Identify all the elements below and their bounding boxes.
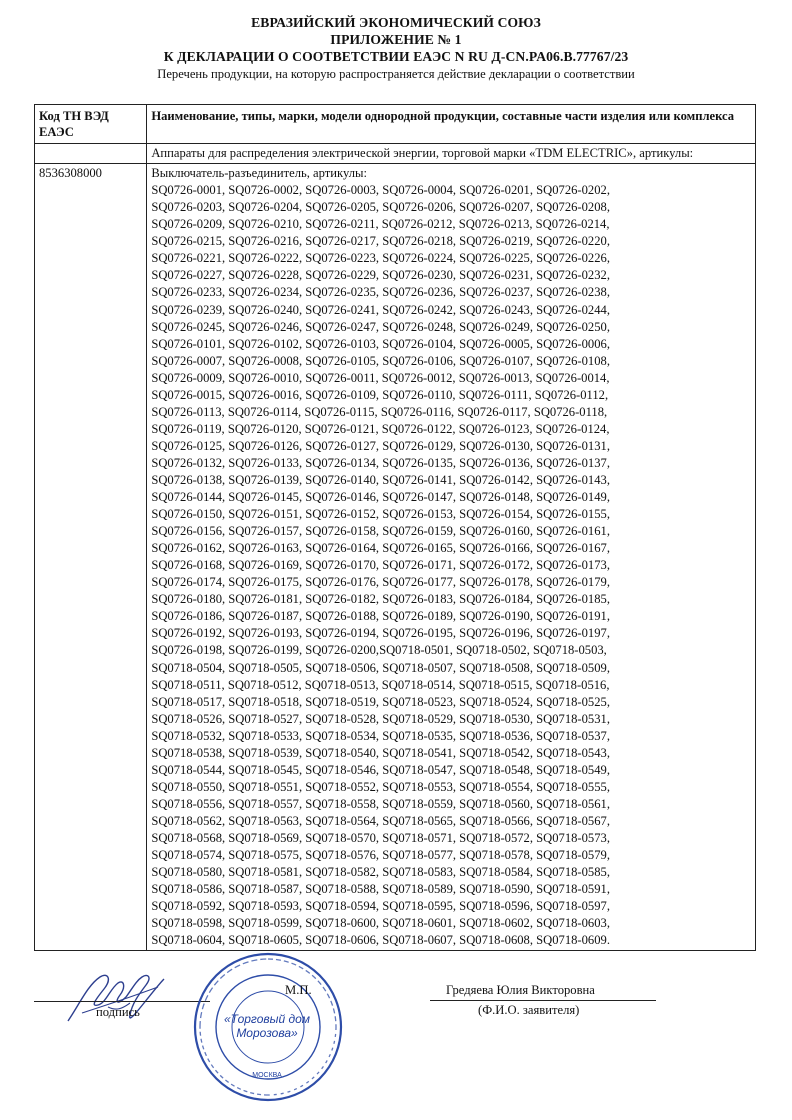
product-code-cell: 8536308000 — [35, 164, 147, 951]
article-line: SQ0726-0198, SQ0726-0199, SQ0726-0200,SQ0718-0501, SQ0718-0502, SQ0718-0503, — [151, 643, 607, 658]
article-line: SQ0718-0574, SQ0718-0575, SQ0718-0576, SQ0718-0577, SQ0718-0578, SQ0718-0579, — [151, 848, 610, 863]
applicant-underline — [430, 1000, 656, 1001]
article-line: SQ0726-0168, SQ0726-0169, SQ0726-0170, SQ0726-0171, SQ0726-0172, SQ0726-0173, — [151, 558, 610, 573]
article-line: SQ0726-0007, SQ0726-0008, SQ0726-0105, SQ0726-0106, SQ0726-0107, SQ0726-0108, — [151, 353, 610, 368]
article-line: SQ0726-0009, SQ0726-0010, SQ0726-0011, SQ0726-0012, SQ0726-0013, SQ0726-0014, — [151, 370, 610, 385]
article-line: SQ0726-0186, SQ0726-0187, SQ0726-0188, SQ0726-0189, SQ0726-0190, SQ0726-0191, — [151, 609, 610, 624]
article-line: SQ0726-0101, SQ0726-0102, SQ0726-0103, SQ0726-0104, SQ0726-0005, SQ0726-0006, — [151, 336, 610, 351]
article-line: SQ0718-0556, SQ0718-0557, SQ0718-0558, SQ0718-0559, SQ0718-0560, SQ0718-0561, — [151, 796, 610, 811]
group-code-cell — [35, 144, 147, 164]
article-line: SQ0718-0580, SQ0718-0581, SQ0718-0582, SQ0718-0583, SQ0718-0584, SQ0718-0585, — [151, 865, 610, 880]
article-line: SQ0726-0180, SQ0726-0181, SQ0726-0182, SQ0726-0183, SQ0726-0184, SQ0726-0185, — [151, 592, 610, 607]
article-line: SQ0718-0517, SQ0718-0518, SQ0718-0519, SQ0718-0523, SQ0718-0524, SQ0718-0525, — [151, 694, 610, 709]
applicant-name: Гредяева Юлия Викторовна — [446, 983, 595, 997]
signature-underline — [34, 1001, 210, 1002]
article-line: SQ0718-0586, SQ0718-0587, SQ0718-0588, SQ0718-0589, SQ0718-0590, SQ0718-0591, — [151, 882, 610, 897]
article-line: SQ0726-0192, SQ0726-0193, SQ0726-0194, SQ0726-0195, SQ0726-0196, SQ0726-0197, — [151, 626, 610, 641]
col-code-header: Код ТН ВЭД ЕАЭС — [35, 105, 147, 144]
article-line: SQ0726-0209, SQ0726-0210, SQ0726-0211, SQ0726-0212, SQ0726-0213, SQ0726-0214, — [151, 217, 610, 232]
signature-label: подпись — [96, 1005, 140, 1019]
article-line: SQ0726-0221, SQ0726-0222, SQ0726-0223, SQ0726-0224, SQ0726-0225, SQ0726-0226, — [151, 251, 610, 266]
article-line: SQ0726-0227, SQ0726-0228, SQ0726-0229, SQ0726-0230, SQ0726-0231, SQ0726-0232, — [151, 268, 610, 283]
article-line: SQ0726-0162, SQ0726-0163, SQ0726-0164, SQ0726-0165, SQ0726-0166, SQ0726-0167, — [151, 541, 610, 556]
article-line: SQ0726-0015, SQ0726-0016, SQ0726-0109, SQ0726-0110, SQ0726-0111, SQ0726-0112, — [151, 387, 609, 402]
document-subtitle: Перечень продукции, на которую распространяется действие декларации о соответствии — [157, 67, 635, 81]
article-line: SQ0726-0239, SQ0726-0240, SQ0726-0241, SQ0726-0242, SQ0726-0243, SQ0726-0244, — [151, 302, 610, 317]
article-line: SQ0718-0532, SQ0718-0533, SQ0718-0534, SQ0718-0535, SQ0718-0536, SQ0718-0537, — [151, 728, 610, 743]
table-row-group — [35, 144, 756, 164]
article-line: SQ0726-0156, SQ0726-0157, SQ0726-0158, SQ0726-0159, SQ0726-0160, SQ0726-0161, — [151, 524, 610, 539]
article-line: SQ0726-0245, SQ0726-0246, SQ0726-0247, SQ0726-0248, SQ0726-0249, SQ0726-0250, — [151, 319, 610, 334]
article-line: SQ0718-0604, SQ0718-0605, SQ0718-0606, SQ0718-0607, SQ0718-0608, SQ0718-0609. — [151, 933, 610, 948]
union-title: ЕВРАЗИЙСКИЙ ЭКОНОМИЧЕСКИЙ СОЮЗ — [251, 15, 541, 30]
article-line: SQ0726-0150, SQ0726-0151, SQ0726-0152, SQ0726-0153, SQ0726-0154, SQ0726-0155, — [151, 507, 610, 522]
signature-block — [0, 965, 792, 1115]
article-line: SQ0718-0544, SQ0718-0545, SQ0718-0546, SQ0718-0547, SQ0718-0548, SQ0718-0549, — [151, 762, 610, 777]
product-title: Выключатель-разъединитель, артикулы: — [151, 166, 367, 181]
article-line: SQ0718-0538, SQ0718-0539, SQ0718-0540, SQ0718-0541, SQ0718-0542, SQ0718-0543, — [151, 745, 610, 760]
article-line: SQ0726-0125, SQ0726-0126, SQ0726-0127, SQ0726-0129, SQ0726-0130, SQ0726-0131, — [151, 438, 610, 453]
article-line: SQ0718-0550, SQ0718-0551, SQ0718-0552, SQ0718-0553, SQ0718-0554, SQ0718-0555, — [151, 779, 610, 794]
article-line: SQ0718-0504, SQ0718-0505, SQ0718-0506, SQ0718-0507, SQ0718-0508, SQ0718-0509, — [151, 660, 610, 675]
seal-label: М.П. — [285, 983, 312, 997]
article-line: SQ0726-0174, SQ0726-0175, SQ0726-0176, SQ0726-0177, SQ0726-0178, SQ0726-0179, — [151, 575, 610, 590]
article-line: SQ0726-0215, SQ0726-0216, SQ0726-0217, SQ0726-0218, SQ0726-0219, SQ0726-0220, — [151, 234, 610, 249]
article-line: SQ0726-0144, SQ0726-0145, SQ0726-0146, SQ0726-0147, SQ0726-0148, SQ0726-0149, — [151, 490, 610, 505]
article-line: SQ0726-0233, SQ0726-0234, SQ0726-0235, SQ0726-0236, SQ0726-0237, SQ0726-0238, — [151, 285, 610, 300]
article-line: SQ0726-0203, SQ0726-0204, SQ0726-0205, SQ0726-0206, SQ0726-0207, SQ0726-0208, — [151, 200, 610, 215]
article-line: SQ0718-0598, SQ0718-0599, SQ0718-0600, SQ0718-0601, SQ0718-0602, SQ0718-0603, — [151, 916, 610, 931]
declaration-title: К ДЕКЛАРАЦИИ О СООТВЕТСТВИИ ЕАЭС N RU Д-CN.PA06.B.77767/23 — [163, 49, 629, 64]
document-header — [0, 14, 792, 82]
appendix-title: ПРИЛОЖЕНИЕ № 1 — [330, 32, 462, 47]
applicant-label: (Ф.И.О. заявителя) — [478, 1003, 580, 1017]
article-line: SQ0726-0119, SQ0726-0120, SQ0726-0121, SQ0726-0122, SQ0726-0123, SQ0726-0124, — [151, 421, 610, 436]
article-line: SQ0718-0562, SQ0718-0563, SQ0718-0564, SQ0718-0565, SQ0718-0566, SQ0718-0567, — [151, 813, 610, 828]
article-line: SQ0718-0592, SQ0718-0593, SQ0718-0594, SQ0718-0595, SQ0718-0596, SQ0718-0597, — [151, 899, 610, 914]
product-table — [34, 104, 756, 951]
article-line: SQ0726-0132, SQ0726-0133, SQ0726-0134, SQ0726-0135, SQ0726-0136, SQ0726-0137, — [151, 455, 610, 470]
table-header-row — [35, 105, 756, 144]
col-desc-header: Наименование, типы, марки, модели однородной продукции, составные части изделия или комплекса — [147, 105, 756, 144]
article-line: SQ0726-0001, SQ0726-0002, SQ0726-0003, SQ0726-0004, SQ0726-0201, SQ0726-0202, — [151, 183, 610, 198]
table-row-product — [35, 164, 756, 951]
stamp-company-name: «Торговый дом Морозова» — [223, 1012, 311, 1040]
handwritten-signature — [60, 963, 170, 1033]
article-line: SQ0718-0526, SQ0718-0527, SQ0718-0528, SQ0718-0529, SQ0718-0530, SQ0718-0531, — [151, 711, 610, 726]
article-line: SQ0718-0568, SQ0718-0569, SQ0718-0570, SQ0718-0571, SQ0718-0572, SQ0718-0573, — [151, 830, 610, 845]
group-desc-cell: Аппараты для распределения электрической энергии, торговой марки «TDM ELECTRIC», артикулы: — [147, 144, 756, 164]
stamp-city: МОСКВА — [252, 1072, 282, 1079]
article-list — [151, 182, 751, 949]
article-line: SQ0726-0113, SQ0726-0114, SQ0726-0115, SQ0726-0116, SQ0726-0117, SQ0726-0118, — [151, 404, 608, 419]
article-line: SQ0718-0511, SQ0718-0512, SQ0718-0513, SQ0718-0514, SQ0718-0515, SQ0718-0516, — [151, 677, 610, 692]
product-desc-cell — [147, 164, 756, 951]
article-line: SQ0726-0138, SQ0726-0139, SQ0726-0140, SQ0726-0141, SQ0726-0142, SQ0726-0143, — [151, 472, 610, 487]
